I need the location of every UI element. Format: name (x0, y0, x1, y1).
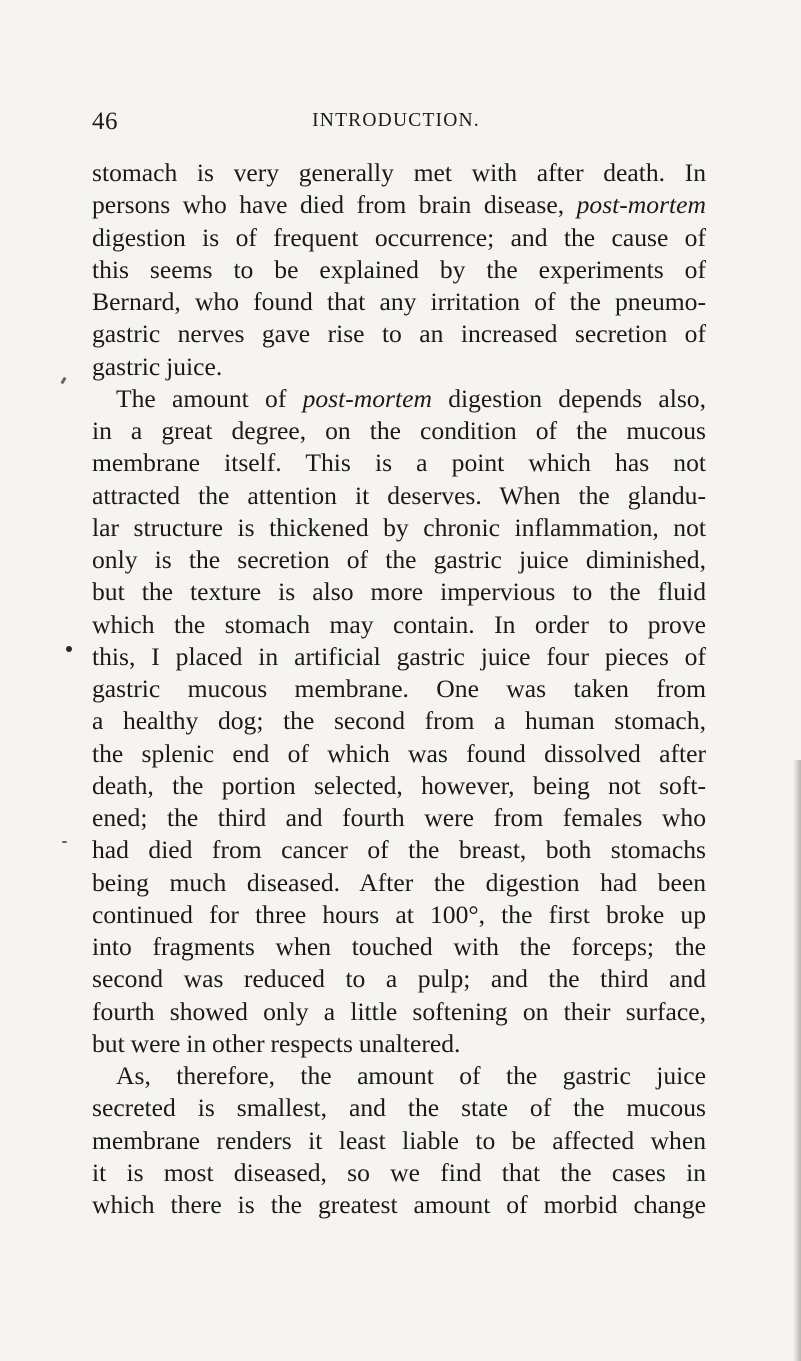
line-text: it is most diseased, so we find that the cases in (92, 1157, 706, 1187)
line-text: second was reduced to a pulp; and the third and (92, 964, 706, 994)
text-line (92, 899, 706, 931)
line-text: membrane renders it least liable to be affected when (92, 1125, 706, 1155)
text-line (92, 931, 706, 963)
text-line (92, 415, 706, 447)
line-text: in a great degree, on the condition of the mucous (92, 416, 706, 445)
line-text: being much diseased. After the digestion had been (92, 867, 706, 897)
text-line (92, 576, 706, 608)
text-line (92, 705, 706, 737)
text-line (92, 673, 706, 705)
text-line (92, 318, 706, 350)
text-line (92, 1092, 706, 1124)
line-text: this, I placed in artificial gastric juice four pieces of (92, 641, 706, 671)
text-line (92, 222, 706, 254)
line-text: membrane itself. This is a point which has not (92, 448, 706, 478)
page-number: 46 (92, 108, 118, 135)
line-text: this seems to be explained by the experiments of (92, 254, 706, 284)
line-text: The amount of (116, 383, 303, 413)
line-text: but the texture is also more impervious to the fluid (92, 577, 706, 607)
text-line (92, 480, 706, 512)
text-line (92, 641, 706, 673)
text-line (92, 738, 706, 770)
text-line (92, 867, 706, 899)
margin-dot-mark (66, 646, 72, 652)
text-line (92, 1157, 706, 1189)
line-text: digestion is of frequent occurrence; and the cause of (92, 222, 706, 252)
margin-tick-mark (60, 377, 66, 385)
line-text: Bernard, who found that any irritation of the pneumo- (92, 287, 706, 316)
text-line (92, 544, 706, 576)
line-text: but were in other respects unaltered. (92, 1028, 461, 1058)
line-text: persons who have died from brain disease, (92, 190, 577, 220)
line-text: secreted is smallest, and the state of the mucous (92, 1093, 706, 1123)
line-text: had died from cancer of the breast, both stomachs (92, 835, 706, 865)
page-header (92, 108, 700, 138)
text-line (92, 157, 706, 189)
text-line (92, 351, 706, 383)
line-text: gastric mucous membrane. One was taken from (92, 674, 706, 703)
line-text: death, the portion selected, however, being not soft- (92, 770, 706, 800)
line-text: which the stomach may contain. In order to prove (92, 609, 706, 639)
text-line (92, 1060, 706, 1092)
line-text: digestion depends also, (431, 383, 706, 413)
line-text: a healthy dog; the second from a human stomach, (92, 706, 706, 736)
text-line (92, 286, 706, 318)
line-text: lar structure is thickened by chronic inflammation, not (92, 512, 706, 542)
text-line (92, 1028, 706, 1060)
text-line (92, 254, 706, 286)
text-line (92, 963, 706, 995)
line-text: fourth showed only a little softening on their surface, (92, 996, 706, 1026)
page-edge-shadow (793, 760, 801, 1361)
body-text (92, 157, 706, 1221)
text-line (92, 1125, 706, 1157)
text-line (92, 834, 706, 866)
line-text: continued for three hours at 100°, the first broke up (92, 899, 706, 929)
margin-tick-mark (62, 841, 67, 843)
italic-term: post-mortem (576, 190, 706, 220)
line-text: attracted the attention it deserves. When the glandu- (92, 480, 706, 510)
running-head: INTRODUCTION. (312, 110, 480, 131)
line-text: As, therefore, the amount of the gastric juice (116, 1061, 706, 1090)
text-line (92, 512, 706, 544)
text-line (92, 609, 706, 641)
line-text: into fragments when touched with the forceps; the (92, 932, 706, 961)
line-text: stomach is very generally met with after death. In (92, 158, 706, 187)
text-line (92, 383, 706, 415)
text-line (92, 802, 706, 834)
line-text: which there is the greatest amount of morbid change (92, 1190, 706, 1219)
text-line (92, 770, 706, 802)
line-text: ened; the third and fourth were from females who (92, 803, 706, 832)
line-text: only is the secretion of the gastric juice diminished, (92, 545, 706, 574)
text-line (92, 1189, 706, 1221)
text-line (92, 447, 706, 479)
line-text: gastric juice. (92, 351, 223, 381)
line-text: gastric nerves gave rise to an increased secretion of (92, 319, 706, 349)
italic-term: post-mortem (302, 383, 432, 413)
text-line (92, 996, 706, 1028)
text-line (92, 189, 706, 221)
line-text: the splenic end of which was found dissolved after (92, 738, 706, 768)
